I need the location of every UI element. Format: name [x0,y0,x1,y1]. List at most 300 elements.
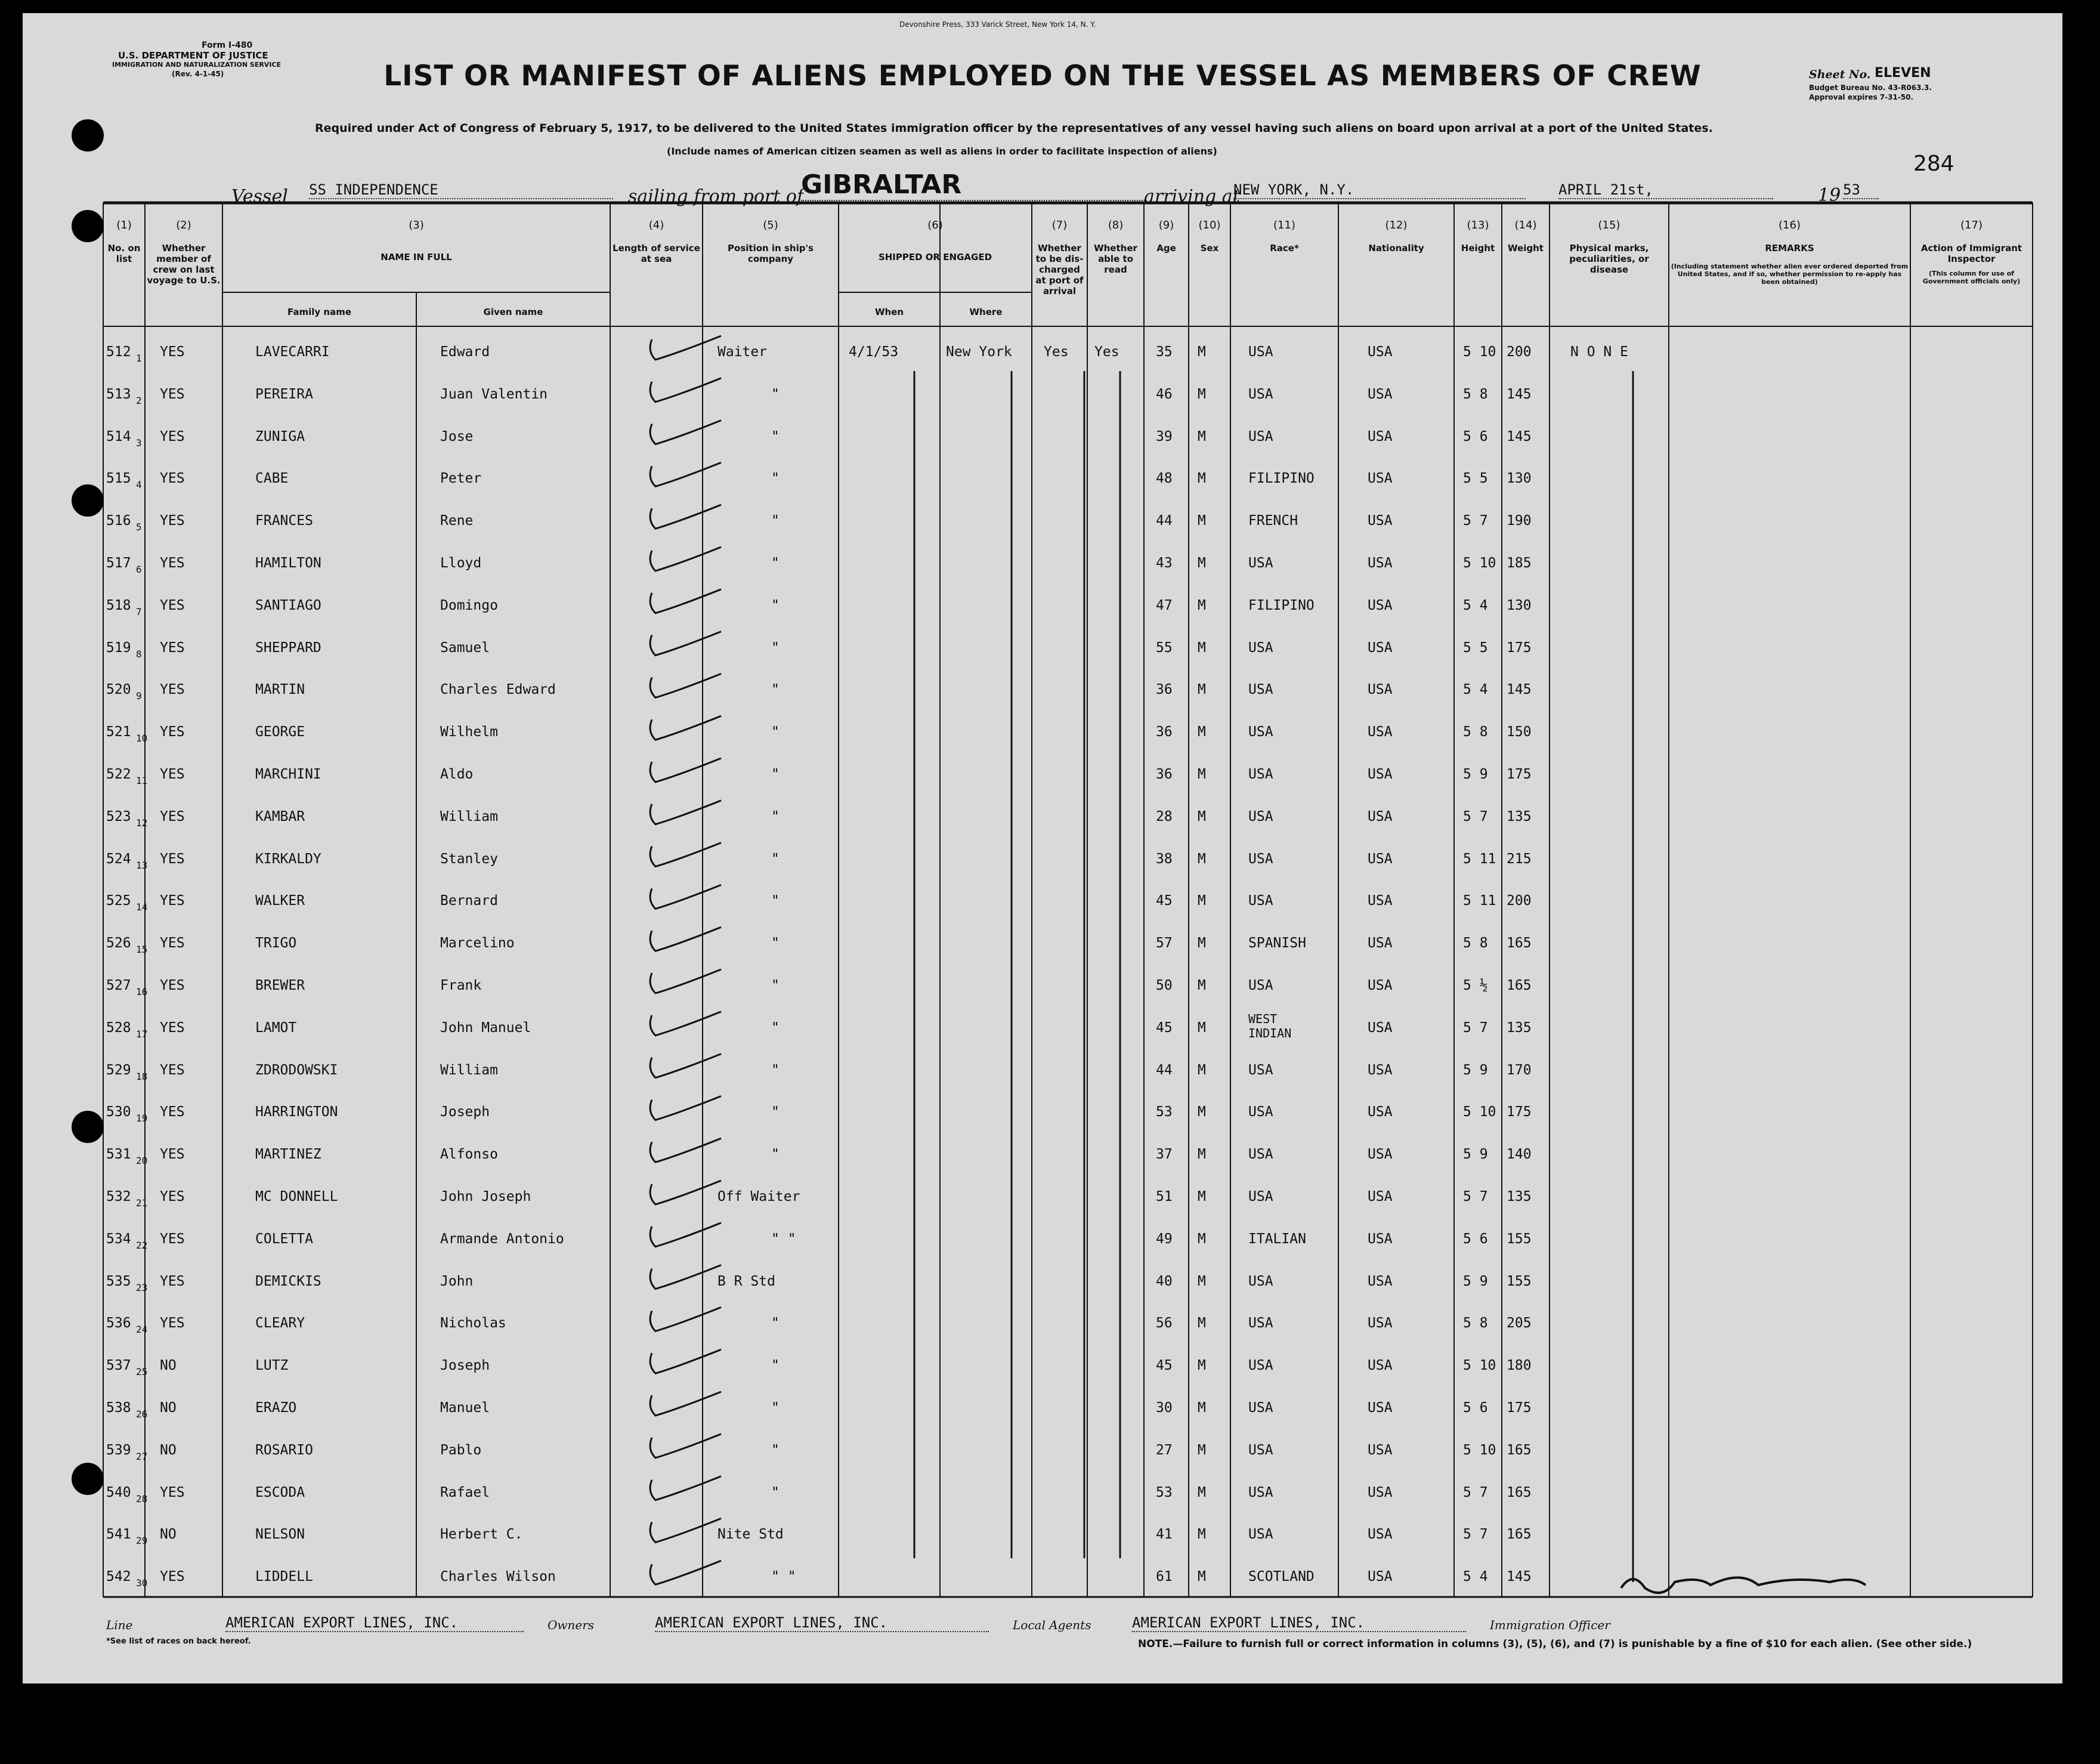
race: USA [1248,1527,1273,1543]
given-name: Jose [440,428,474,444]
check-mark [650,1307,721,1331]
line-number: 6 [136,564,142,575]
race: USA [1248,1315,1273,1332]
weight: 145 [1507,428,1532,444]
owners-label: Owners [548,1618,595,1632]
family-name: KIRKALDY [255,851,321,867]
line-number: 12 [136,817,148,829]
sex: M [1198,1358,1206,1374]
column-number: (3) [409,219,424,231]
race: USA [1248,682,1273,698]
nationality: USA [1368,682,1393,698]
punch-hole [72,119,104,152]
age: 46 [1156,386,1173,402]
shipped-where: New York [946,344,1012,360]
given-name: Armande Antonio [440,1231,564,1247]
check-mark [650,1181,721,1204]
height: 5 8 [1463,935,1488,951]
line-number: 27 [136,1450,148,1462]
weight: 145 [1507,1569,1532,1585]
crew-last-voyage: YES [160,597,185,613]
race: USA [1248,978,1273,993]
weight: 135 [1507,1189,1532,1204]
crew-last-voyage: YES [160,1231,185,1247]
given-name: Charles Edward [440,682,556,698]
punch-hole [72,484,104,517]
age: 49 [1156,1231,1173,1247]
weight: 130 [1507,597,1532,613]
able-to-read: Yes [1094,344,1119,360]
crew-last-voyage: NO [160,1358,177,1374]
age: 41 [1156,1527,1173,1543]
printer-line: Devonshire Press, 333 Varick Street, New York 14, N. Y. [899,20,1096,29]
family-name: MARTIN [255,682,305,698]
crew-last-voyage: YES [160,1147,185,1163]
age: 48 [1156,471,1173,487]
family-name: NELSON [255,1527,305,1543]
sex: M [1198,471,1206,487]
given-name: John Joseph [440,1189,531,1204]
no-on-list: 516 [106,513,131,529]
punch-hole [72,1111,104,1143]
subtitle-note: (Include names of American citizen seamen as well as aliens in order to facilitate inspection of aliens) [667,146,1217,157]
given-name: Bernard [440,893,498,909]
nationality: USA [1368,555,1393,571]
age: 61 [1156,1569,1173,1585]
line-label: Line [106,1618,133,1632]
line-number: 8 [136,648,142,660]
weight: 135 [1507,808,1532,824]
position: " [771,597,780,613]
height: 5 10 [1463,555,1496,571]
line-number: 18 [136,1070,148,1082]
weight: 165 [1507,935,1532,951]
no-on-list: 531 [106,1147,131,1163]
races-note: *See list of races on back hereof. [106,1637,251,1646]
check-mark [650,1434,721,1458]
position: Nite Std [717,1527,784,1543]
height: 5 7 [1463,1020,1488,1036]
line-number: 19 [136,1113,148,1124]
race: USA [1248,767,1273,782]
given-name: Peter [440,471,482,487]
line-number: 28 [136,1493,148,1505]
column-subheader: Given name [483,307,543,317]
sheet-number: ELEVEN [1875,66,1931,81]
check-mark [650,505,721,529]
race: USA [1248,1062,1273,1078]
no-on-list: 524 [106,851,131,867]
sex: M [1198,978,1206,993]
check-mark [650,589,721,613]
nationality: USA [1368,1569,1393,1585]
height: 5 5 [1463,471,1488,487]
check-mark [650,378,721,402]
no-on-list: 535 [106,1273,131,1289]
no-on-list: 532 [106,1189,131,1204]
weight: 175 [1507,640,1532,656]
nationality: USA [1368,1020,1393,1036]
sailing-label: sailing from port of [628,186,803,207]
height: 5 10 [1463,1358,1496,1374]
shipped-when: 4/1/53 [849,344,899,360]
nationality: USA [1368,1189,1393,1204]
race: USA [1248,1400,1273,1416]
no-on-list: 518 [106,597,131,613]
family-name: LAVECARRI [255,344,330,360]
punch-hole [72,210,104,242]
column-number: (15) [1598,219,1620,231]
given-name: Juan Valentin [440,386,548,402]
position: " " [771,1231,796,1247]
no-on-list: 521 [106,724,131,740]
crew-last-voyage: YES [160,1273,185,1289]
height: 5 8 [1463,1315,1488,1332]
weight: 165 [1507,1442,1532,1458]
column-header: SHIPPED OR ENGAGED [878,252,992,262]
line-number: 26 [136,1408,148,1420]
nationality: USA [1368,1104,1393,1120]
given-name: Rafael [440,1484,490,1500]
given-name: Nicholas [440,1315,506,1332]
vessel-name: SS INDEPENDENCE [309,181,613,199]
no-on-list: 522 [106,767,131,782]
penalty-note: NOTE.—Failure to furnish full or correct information in columns (3), (5), (6), and (7) is punishable by a fine of $10 for each alien. (See other side.) [1138,1638,1972,1650]
age: 36 [1156,724,1173,740]
weight: 200 [1507,893,1532,909]
nationality: USA [1368,851,1393,867]
height: 5 11 [1463,893,1496,909]
race: ITALIAN [1248,1231,1306,1247]
position: " [771,1484,780,1500]
family-name: LIDDELL [255,1569,313,1585]
revision: (Rev. 4-1-45) [172,70,224,78]
weight: 205 [1507,1315,1532,1332]
position: " [771,555,780,571]
nationality: USA [1368,471,1393,487]
no-on-list: 530 [106,1104,131,1120]
column-number: (13) [1467,219,1489,231]
no-on-list: 539 [106,1442,131,1458]
agents-value: AMERICAN EXPORT LINES, INC. [1132,1614,1466,1632]
weight: 140 [1507,1147,1532,1163]
column-header: REMARKS [1765,243,1814,254]
check-mark [650,1054,721,1078]
budget-number: Budget Bureau No. 43-R063.3. [1809,84,1932,92]
nationality: USA [1368,1231,1393,1247]
race: USA [1248,808,1273,824]
crew-last-voyage: YES [160,555,185,571]
nationality: USA [1368,1527,1393,1543]
sex: M [1198,808,1206,824]
height: 5 9 [1463,767,1488,782]
position: Off Waiter [717,1189,800,1204]
position: " [771,724,780,740]
age: 50 [1156,978,1173,993]
weight: 165 [1507,1484,1532,1500]
height: 5 10 [1463,344,1496,360]
age: 53 [1156,1104,1173,1120]
line-number: 7 [136,605,142,617]
crew-last-voyage: YES [160,386,185,402]
race: USA [1248,1358,1273,1374]
column-header: Height [1461,243,1495,254]
line-number: 30 [136,1577,148,1589]
position: " " [771,1569,796,1585]
nationality: USA [1368,893,1393,909]
height: 5 5 [1463,640,1488,656]
position: " [771,1020,780,1036]
column-subheader: (Including statement whether alien ever ordered deported from United States, and if so, whether permission to re-apply has been obtained) [1671,262,1909,286]
weight: 200 [1507,344,1532,360]
column-header: Whether to be dis-charged at port of arrival [1035,243,1084,296]
age: 43 [1156,555,1173,571]
check-mark [650,1561,721,1584]
race: SCOTLAND [1248,1569,1315,1585]
check-mark [650,1012,721,1036]
weight: 165 [1507,978,1532,993]
age: 37 [1156,1147,1173,1163]
given-name: Joseph [440,1358,490,1374]
sex: M [1198,682,1206,698]
family-name: ZDRODOWSKI [255,1062,338,1078]
line-number: 3 [136,437,142,449]
position: " [771,682,780,698]
given-name: Alfonso [440,1147,498,1163]
given-name: Domingo [440,597,498,613]
sex: M [1198,893,1206,909]
crew-last-voyage: YES [160,724,185,740]
position: " [771,386,780,402]
nationality: USA [1368,386,1393,402]
no-on-list: 515 [106,471,131,487]
age: 30 [1156,1400,1173,1416]
nationality: USA [1368,767,1393,782]
column-number: (17) [1960,219,1983,231]
nationality: USA [1368,1400,1393,1416]
column-header: NAME IN FULL [381,252,452,262]
crew-last-voyage: NO [160,1400,177,1416]
weight: 145 [1507,682,1532,698]
sheet-label: Sheet No. [1809,68,1871,81]
check-mark [650,1223,721,1247]
no-on-list: 513 [106,386,131,402]
height: 5 4 [1463,1569,1488,1585]
sex: M [1198,1062,1206,1078]
check-mark [650,758,721,782]
sex: M [1198,1400,1206,1416]
age: 36 [1156,682,1173,698]
position: " [771,767,780,782]
age: 35 [1156,344,1173,360]
crew-last-voyage: YES [160,935,185,951]
column-number: (1) [116,219,132,231]
sex: M [1198,597,1206,613]
crew-last-voyage: YES [160,640,185,656]
height: 5 7 [1463,808,1488,824]
sex: M [1198,640,1206,656]
sex: M [1198,1569,1206,1585]
given-name: Manuel [440,1400,490,1416]
family-name: ZUNIGA [255,428,305,444]
given-name: William [440,1062,498,1078]
position: " [771,978,780,993]
check-mark [650,336,721,360]
no-on-list: 540 [106,1484,131,1500]
height: 5 4 [1463,682,1488,698]
check-mark [650,421,721,444]
height: 5 7 [1463,1527,1488,1543]
race: USA [1248,893,1273,909]
race: USA [1248,386,1273,402]
height: 5 7 [1463,1189,1488,1204]
nationality: USA [1368,640,1393,656]
sex: M [1198,1104,1206,1120]
service: IMMIGRATION AND NATURALIZATION SERVICE [112,61,282,69]
sex: M [1198,1231,1206,1247]
age: 45 [1156,1020,1173,1036]
crew-last-voyage: YES [160,1569,185,1585]
column-number: (11) [1273,219,1295,231]
family-name: WALKER [255,893,305,909]
line-number: 9 [136,690,142,702]
column-header: Whether able to read [1094,243,1137,275]
line-number: 17 [136,1028,148,1040]
no-on-list: 536 [106,1315,131,1332]
column-number: (7) [1051,219,1068,231]
column-header: Length of service at sea [613,243,700,264]
crew-last-voyage: YES [160,1189,185,1204]
sex: M [1198,428,1206,444]
sex: M [1198,1020,1206,1036]
position: " [771,1104,780,1120]
position: " [771,935,780,951]
sex: M [1198,513,1206,529]
column-number: (4) [648,219,664,231]
family-name: ESCODA [255,1484,305,1500]
approval-expiry: Approval expires 7-31-50. [1809,93,1914,101]
family-name: LUTZ [255,1358,289,1374]
nationality: USA [1368,978,1393,993]
race: USA [1248,1189,1273,1204]
nationality: USA [1368,1442,1393,1458]
no-on-list: 541 [106,1527,131,1543]
sex: M [1198,1484,1206,1500]
height: 5 6 [1463,1400,1488,1416]
height: 5 10 [1463,1442,1496,1458]
check-mark [650,1138,721,1162]
age: 40 [1156,1273,1173,1289]
height: 5 7 [1463,1484,1488,1500]
weight: 175 [1507,767,1532,782]
nationality: USA [1368,1358,1393,1374]
line-number: 24 [136,1324,148,1336]
column-subheader: When [874,307,904,317]
line-number: 23 [136,1281,148,1293]
check-mark [650,1096,721,1120]
check-mark [650,1349,721,1373]
sex: M [1198,1189,1206,1204]
line-number: 2 [136,394,142,406]
manifest-sheet [23,13,2062,1683]
nationality: USA [1368,1147,1393,1163]
column-header: Sex [1200,243,1219,254]
crew-last-voyage: YES [160,808,185,824]
no-on-list: 520 [106,682,131,698]
crew-last-voyage: YES [160,767,185,782]
race: USA [1248,851,1273,867]
no-on-list: 542 [106,1569,131,1585]
weight: 190 [1507,513,1532,529]
crew-last-voyage: YES [160,513,185,529]
nationality: USA [1368,1273,1393,1289]
sex: M [1198,1147,1206,1163]
height: 5 6 [1463,1231,1488,1247]
no-on-list: 538 [106,1400,131,1416]
family-name: SANTIAGO [255,597,321,613]
family-name: HARRINGTON [255,1104,338,1120]
race: USA [1248,428,1273,444]
check-mark [650,801,721,824]
family-name: GEORGE [255,724,305,740]
weight: 135 [1507,1020,1532,1036]
line-number: 14 [136,901,148,913]
line-number: 15 [136,944,148,956]
height: 5 ½ [1463,978,1488,993]
line-number: 29 [136,1535,148,1547]
given-name: Rene [440,513,474,529]
subtitle: Required under Act of Congress of February 5, 1917, to be delivered to the United States immigration officer by the representatives of any vessel having such aliens on board upon arrival at a port of the United States. [315,122,1713,135]
check-mark [650,462,721,486]
no-on-list: 537 [106,1358,131,1374]
given-name: Samuel [440,640,490,656]
check-mark [650,843,721,867]
column-header: Nationality [1368,243,1424,254]
check-mark [650,885,721,909]
no-on-list: 525 [106,893,131,909]
height: 5 10 [1463,1104,1496,1120]
column-subheader: Where [969,307,1003,317]
check-mark [650,1518,721,1542]
no-on-list: 517 [106,555,131,571]
column-number: (8) [1108,219,1124,231]
column-number: (6) [927,219,943,231]
no-on-list: 519 [106,640,131,656]
given-name: Marcelino [440,935,515,951]
height: 5 4 [1463,597,1488,613]
family-name: MARTINEZ [255,1147,321,1163]
race: USA [1248,1273,1273,1289]
weight: 155 [1507,1231,1532,1247]
weight: 145 [1507,386,1532,402]
arriving-label: arriving at [1144,186,1240,207]
column-number: (16) [1779,219,1801,231]
line-number: 11 [136,775,148,786]
no-on-list: 534 [106,1231,131,1247]
sex: M [1198,1273,1206,1289]
departure-port: GIBRALTAR [801,169,1147,201]
family-name: CLEARY [255,1315,305,1332]
family-name: SHEPPARD [255,640,321,656]
age: 45 [1156,893,1173,909]
crew-last-voyage: YES [160,1315,185,1332]
given-name: Aldo [440,767,474,782]
age: 55 [1156,640,1173,656]
year: 53 [1843,181,1879,199]
sex: M [1198,555,1206,571]
race: USA [1248,640,1273,656]
department: U.S. DEPARTMENT OF JUSTICE [118,50,268,61]
